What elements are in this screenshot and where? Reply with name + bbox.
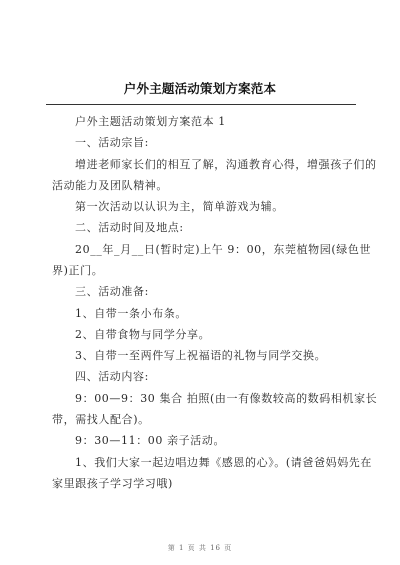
section-heading-preparation: 三、活动准备: [75,285,149,298]
paragraph-line: 活动能力及团队精神。 [52,179,168,192]
section-heading-time-place: 二、活动时间及地点: [75,221,184,234]
paragraph-line: 界)正门。 [52,264,104,277]
paragraph-line: 带，需找人配合)。 [52,413,150,426]
paragraph-line: 1、我们大家一起边唱边舞《感恩的心》。(请爸爸妈妈先在 [75,456,372,469]
list-item: 2、自带食物与同学分享。 [75,328,211,341]
list-item: 3、自带一至两件写上祝福语的礼物与同学交换。 [75,349,327,362]
paragraph-line: 20__年_月__日(暂时定)上午 9：00，东莞植物园(绿色世 [75,243,372,256]
paragraph-line: 9：00—9：30 集合 拍照(由一有像数较高的数码相机家长 [75,392,378,405]
paragraph-line: 9：30—11：00 亲子活动。 [75,434,226,447]
document-title: 户外主题活动策划方案范本 [123,81,277,96]
paragraph-line: 第一次活动以认识为主，简单游戏为辅。 [75,200,284,213]
paragraph-line: 家里跟孩子学习学习哦) [52,477,173,490]
section-heading-content: 四、活动内容: [75,370,149,383]
list-item: 1、自带一条小布条。 [75,307,187,320]
title-divider [46,104,356,105]
section-heading-purpose: 一、活动宗旨: [75,136,149,149]
page-footer: 第 1 页 共 16 页 [167,544,233,552]
subtitle-line: 户外主题活动策划方案范本 1 [75,115,226,128]
paragraph-line: 增进老师家长们的相互了解，沟通教育心得，增强孩子们的 [75,158,377,171]
